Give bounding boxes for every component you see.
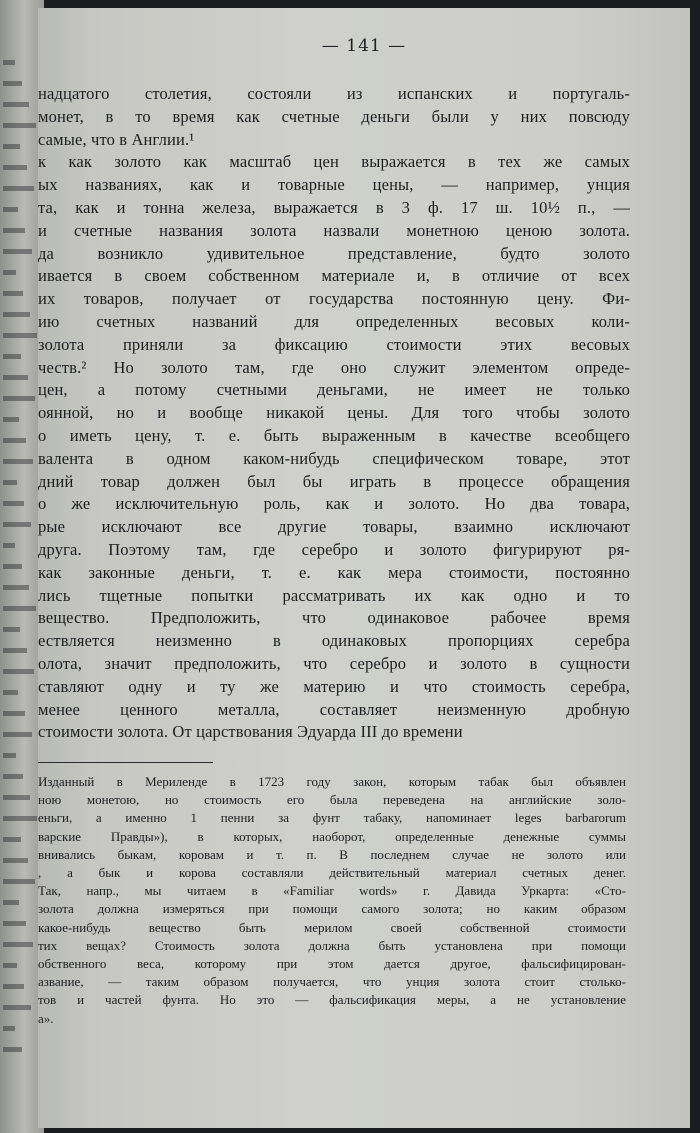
ghost-text-mark (3, 438, 26, 443)
footnote-line: азвание, — таким образом получается, что унция золота стоит столько- (38, 974, 626, 990)
ghost-text-mark (3, 753, 16, 758)
page-number: — 141 — (321, 36, 407, 56)
text-line: да возникло удивительное представление, будто золото (38, 243, 630, 263)
ghost-text-mark (3, 795, 30, 800)
text-line: валента в одном каком-нибудь специфическом товаре, этот (38, 448, 630, 468)
text-line: ивается в своем собственном материале и, в отличие от всех (38, 266, 630, 286)
text-line: золота приняли за фиксацию стоимости этих весовых (38, 334, 630, 354)
ghost-text-mark (3, 102, 29, 107)
ghost-text-mark (3, 921, 26, 926)
footnote-line: Изданный в Мериленде в 1723 году закон, которым табак был объявлен (38, 774, 626, 789)
ghost-text-mark (3, 144, 20, 149)
ghost-text-mark (3, 963, 17, 968)
footnote-line: Так, напр., мы читаем в «Familiar words» г. Давида Уркарта: «Сто- (38, 883, 626, 899)
ghost-text-mark (3, 1047, 22, 1052)
footnote-line: ною монетою, но стоимость его была переведена на английские золо- (38, 792, 626, 808)
text-line: к как золото как масштаб цен выражается в тех же самых (38, 152, 630, 172)
ghost-text-mark (3, 396, 35, 401)
text-line: вещество. Предположить, что одинаковое рабочее время (38, 608, 630, 628)
ghost-text-mark (3, 270, 16, 275)
ghost-text-mark (3, 816, 37, 821)
text-line: оянной, но и вообще никакой цены. Для того чтобы золото (38, 403, 630, 423)
ghost-text-mark (3, 606, 36, 611)
ghost-text-mark (3, 522, 31, 527)
footnote-line: обственного веса, которому при этом дается другое, фальсифицирован- (38, 956, 626, 971)
ghost-text-mark (3, 459, 33, 464)
text-line: и счетные названия золота назвали монетною ценою золота. (38, 220, 630, 240)
footnote-line: какое-нибудь вещество быть мерилом своей собственной стоимости (38, 919, 626, 935)
ghost-text-mark (3, 627, 20, 632)
footnote-line: , а бык и корова составляли действительный материал счетных денег. (38, 865, 626, 880)
ghost-text-mark (3, 354, 21, 359)
ghost-text-mark (3, 837, 21, 842)
ghost-text-mark (3, 123, 36, 128)
ghost-text-mark (3, 207, 18, 212)
footnote-line: внивались быкам, коровам и т. п. В последнем случае не золото или (38, 846, 626, 862)
ghost-text-mark (3, 480, 17, 485)
ghost-text-mark (3, 690, 18, 695)
text-line: лись тщетные попытки рассматривать их как одно и то (38, 585, 630, 605)
text-line: та, как и тонна железа, выражается в 3 ф. 17 ш. 10½ п., — (38, 198, 630, 217)
ghost-text-mark (3, 501, 24, 506)
ghost-text-mark (3, 228, 25, 233)
text-line: ставляют одну и ту же материю и что стоимость серебра, (38, 676, 630, 696)
footnote-line: еньги, а именно 1 пенни за фунт табаку, напоминает leges barbarorum (38, 810, 626, 826)
footnote-line: тов и частей фунта. Но это — фальсификация меры, а не установление (38, 992, 626, 1008)
book-page (38, 8, 690, 1128)
text-line: ествляется неизменно в одинаковых пропорциях серебра (38, 631, 630, 651)
footnote-rule (38, 762, 213, 763)
text-line: как законные деньги, т. е. как мера стоимости, постоянно (38, 562, 630, 582)
footnote-line: золота должна измеряться при помощи самого золота; но каким образом (38, 901, 626, 917)
ghost-text-mark (3, 774, 23, 779)
ghost-text-mark (3, 417, 19, 422)
ghost-text-mark (3, 879, 35, 884)
footnote-line: тих вещах? Стоимость золота должна быть установлена при помощи (38, 937, 626, 953)
ghost-text-mark (3, 375, 28, 380)
text-line: менее ценного металла, составляет неизменную дробную (38, 699, 630, 719)
ghost-text-mark (3, 81, 22, 86)
text-line: олота, значит предположить, что серебро и золото в сущности (38, 654, 630, 673)
ghost-text-mark (3, 732, 32, 737)
footnote-line: а». (38, 1010, 54, 1026)
text-line: самые, что в Англии.¹ (38, 129, 195, 149)
ghost-text-mark (3, 1005, 31, 1010)
ghost-text-mark (3, 249, 32, 254)
text-line: стоимости золота. От царствования Эдуарда III до времени (38, 722, 463, 742)
ghost-text-mark (3, 1026, 15, 1031)
text-line: о иметь цену, т. е. быть выраженным в качестве всеобщего (38, 426, 630, 445)
text-line: монет, в то время как счетные деньги были у них повсюду (38, 106, 630, 126)
ghost-text-mark (3, 585, 29, 590)
ghost-text-mark (3, 648, 27, 653)
text-line: о же исключительную роль, как и золото. Но два товара, (38, 494, 630, 514)
ghost-text-mark (3, 711, 25, 716)
footnote-line: варские Правды»), в которых, наоборот, определенные денежные суммы (38, 828, 626, 844)
ghost-text-mark (3, 60, 15, 65)
ghost-text-mark (3, 858, 28, 863)
text-line: ию счетных названий для определенных весовых коли- (38, 312, 630, 331)
text-line: надцатого столетия, состояли из испанских и португаль- (38, 84, 630, 103)
text-line: рые исключают все другие товары, взаимно исключают (38, 517, 630, 537)
text-line: дний товар должен был бы играть в процессе обращения (38, 471, 630, 491)
ghost-text-mark (3, 669, 34, 674)
text-line: их товаров, получает от государства постоянную цену. Фи- (38, 289, 630, 309)
ghost-text-mark (3, 984, 24, 989)
ghost-text-mark (3, 186, 34, 191)
ghost-text-mark (3, 333, 37, 338)
ghost-text-mark (3, 165, 27, 170)
text-line: честв.² Но золото там, где оно служит элементом опреде- (38, 357, 630, 377)
ghost-text-mark (3, 900, 19, 905)
ghost-text-mark (3, 291, 23, 296)
text-line: ых названиях, как и товарные цены, — например, унция (38, 175, 630, 195)
text-line: друга. Поэтому там, где серебро и золото фигурируют ря- (38, 540, 630, 559)
text-line: цен, а потому счетными деньгами, не имеет не только (38, 380, 630, 400)
ghost-text-mark (3, 312, 30, 317)
ghost-text-mark (3, 543, 15, 548)
ghost-text-mark (3, 564, 22, 569)
ghost-text-mark (3, 942, 33, 947)
